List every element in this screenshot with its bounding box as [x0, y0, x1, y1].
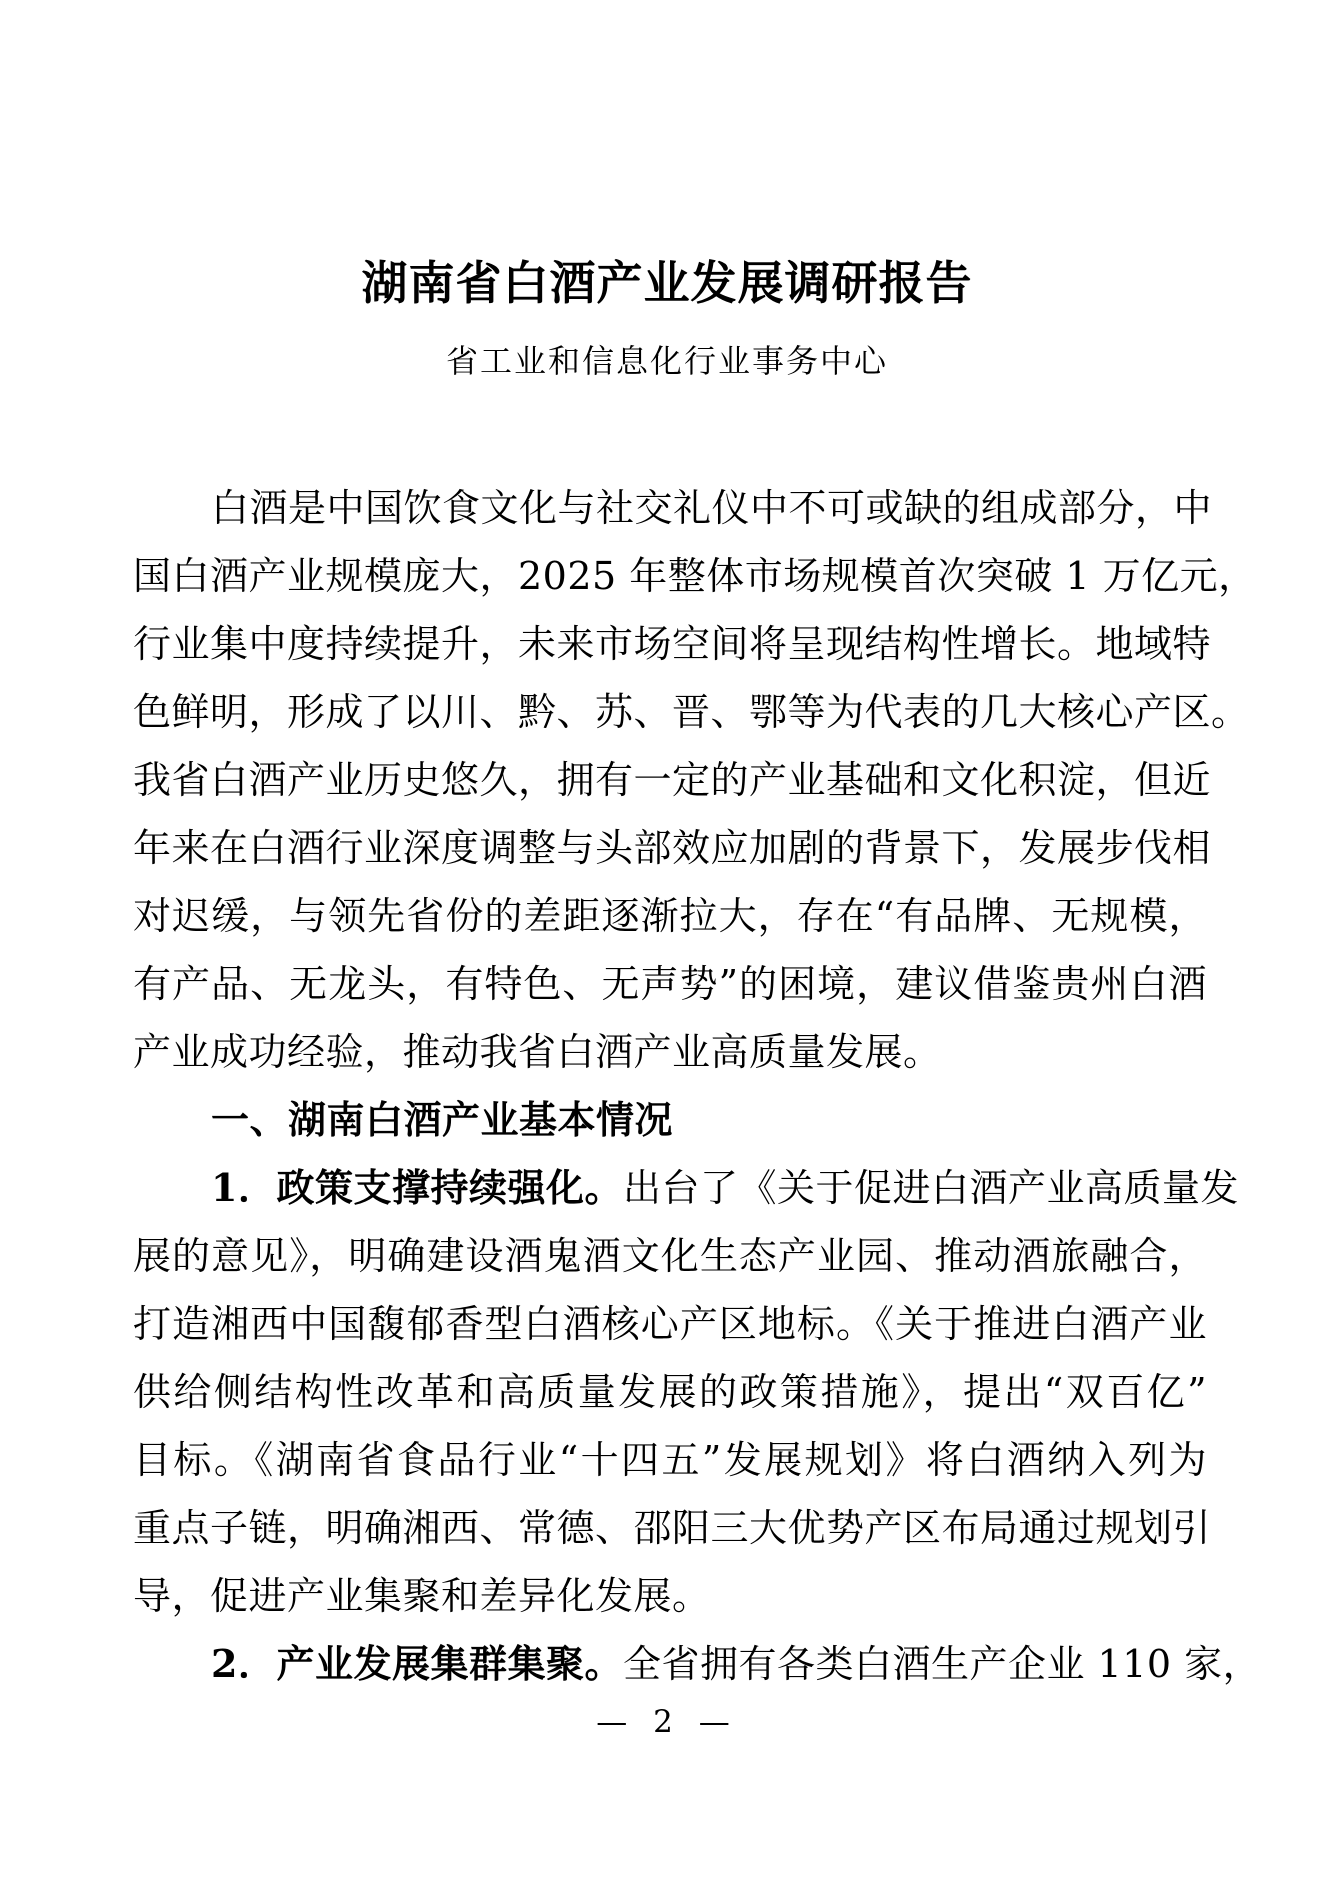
para2-line-7: 导，促进产业集聚和差异化发展。 [133, 1574, 711, 1618]
para1-line-4: 色鲜明，形成了以川、黔、苏、晋、鄂等为代表的几大核心产区。 [133, 690, 1250, 734]
para1-line-3: 行业集中度持续提升，未来市场空间将呈现结构性增长。地域特 [133, 622, 1212, 666]
para1-line-6: 年来在白酒行业深度调整与头部效应加剧的背景下，发展步伐相 [133, 826, 1212, 870]
document-title: 湖南省白酒产业发展调研报告 [361, 256, 973, 310]
para2-bold-lead: 1．政策支撑持续强化。 [211, 1165, 623, 1210]
para2-line-1 [133, 1154, 1239, 1222]
page-number: — 2 — [596, 1704, 738, 1740]
document-subtitle: 省工业和信息化行业事务中心 [445, 342, 888, 380]
para2-line-5: 目标。《湖南省食品行业“十四五”发展规划》将白酒纳入列为 [133, 1438, 1207, 1482]
document-body [133, 474, 1262, 1698]
para3-line-1 [133, 1630, 1262, 1698]
para1-line-1: 白酒是中国饮食文化与社交礼仪中不可或缺的组成部分，中 [211, 486, 1213, 530]
para2-line-2: 展的意见》，明确建设酒鬼酒文化生态产业园、推动酒旅融合， [133, 1234, 1207, 1278]
para2-lead-rest: 出台了《关于促进白酒产业高质量发 [622, 1166, 1239, 1210]
para1-line-2: 国白酒产业规模庞大，2025 年整体市场规模首次突破 1 万亿元， [133, 554, 1257, 598]
para3-bold-lead: 2．产业发展集群集聚。 [211, 1641, 623, 1686]
para2-line-6: 重点子链，明确湘西、常德、邵阳三大优势产区布局通过规划引 [133, 1506, 1212, 1550]
para1-line-7: 对迟缓，与领先省份的差距逐渐拉大，存在“有品牌、无规模， [133, 894, 1207, 938]
para3-lead-rest: 全省拥有各类白酒生产企业 110 家， [622, 1642, 1262, 1686]
para1-line-5: 我省白酒产业历史悠久，拥有一定的产业基础和文化积淀，但近 [133, 758, 1212, 802]
para1-line-8: 有产品、无龙头，有特色、无声势”的困境，建议借鉴贵州白酒 [133, 962, 1207, 1006]
section-heading-1: 一、湖南白酒产业基本情况 [211, 1098, 674, 1142]
para1-line-9: 产业成功经验，推动我省白酒产业高质量发展。 [133, 1030, 942, 1074]
para2-line-4: 供给侧结构性改革和高质量发展的政策措施》，提出“双百亿” [133, 1370, 1207, 1414]
para2-line-3: 打造湘西中国馥郁香型白酒核心产区地标。《关于推进白酒产业 [133, 1302, 1207, 1346]
